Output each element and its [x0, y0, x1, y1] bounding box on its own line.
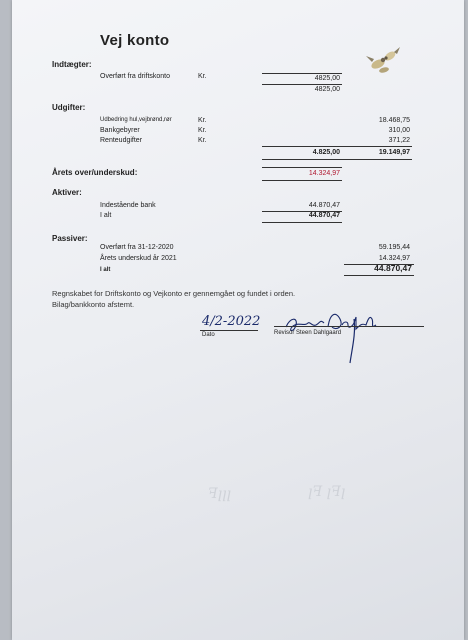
assets-row-label: Indestående bank	[100, 202, 156, 209]
expense-row-label: Bankgebyrer	[100, 127, 140, 134]
income-total: 4825,00	[314, 86, 340, 93]
signature-line	[274, 326, 424, 327]
signature-image	[280, 305, 390, 367]
expense-row-currency: Kr.	[198, 127, 207, 134]
divider	[262, 146, 412, 147]
auditor-label: Revisor Steen Dahlgaard	[274, 330, 342, 336]
divider	[262, 84, 342, 85]
paper-emboss-mark: ꞁꟻ ꞁꟻꞁ	[308, 484, 346, 500]
divider	[262, 159, 412, 160]
handwritten-date: 4/2-2022	[202, 314, 261, 329]
page-title: Vej konto	[100, 32, 170, 49]
assets-row-amount: 44.870,47	[308, 202, 340, 209]
expense-row-amount: 310,00	[388, 127, 410, 134]
audit-note-line2: Bilag/bankkonto afstemt.	[52, 300, 135, 309]
income-row-label: Overført fra driftskonto	[100, 73, 171, 80]
expense-row-currency: Kr.	[198, 117, 207, 124]
assets-heading: Aktiver:	[52, 188, 82, 197]
result-label: Årets over/underskud:	[52, 168, 138, 177]
liabilities-row-label: Årets underskud år 2021	[100, 255, 177, 262]
assets-total-amount: 44.870,47	[308, 212, 340, 219]
date-line	[200, 330, 258, 331]
expense-row-currency: Kr.	[198, 137, 207, 144]
liabilities-row-label: Overført fra 31-12-2020	[100, 244, 174, 251]
liabilities-total-label: I alt	[100, 267, 111, 273]
assets-total-label: I alt	[100, 212, 112, 219]
document-sheet	[12, 0, 464, 640]
divider	[344, 275, 414, 276]
result-amount: 14.324,97	[308, 170, 340, 177]
birds-logo-icon	[364, 44, 404, 78]
expense-row-label: Udbedring hul,vejbrønd,rør	[100, 117, 172, 123]
divider	[262, 180, 342, 181]
divider	[262, 167, 342, 168]
divider	[262, 222, 342, 223]
date-label: Dato	[202, 332, 215, 338]
expenses-income-total: 4.825,00	[312, 149, 340, 156]
income-heading: Indtægter:	[52, 60, 92, 69]
expense-row-label: Renteudgifter	[100, 137, 143, 144]
liabilities-heading: Passiver:	[52, 234, 88, 243]
expense-row-amount: 371,22	[388, 137, 410, 144]
expenses-total: 19.149,97	[378, 149, 410, 156]
income-row-currency: Kr.	[198, 73, 207, 80]
expenses-heading: Udgifter:	[52, 103, 86, 112]
liabilities-row-amount: 59.195,44	[378, 244, 410, 251]
liabilities-total-amount: 44.870,47	[374, 263, 412, 273]
divider	[262, 73, 342, 74]
paper-emboss-mark: ꟻꞁꞁꞁ	[208, 486, 232, 502]
liabilities-row-amount: 14.324,97	[378, 255, 410, 262]
audit-note-line1: Regnskabet for Driftskonto og Vejkonto er gennemgået og fundet i orden.	[52, 289, 296, 298]
income-row-amount: 4825,00	[314, 75, 340, 82]
expense-row-amount: 18.468,75	[378, 117, 410, 124]
